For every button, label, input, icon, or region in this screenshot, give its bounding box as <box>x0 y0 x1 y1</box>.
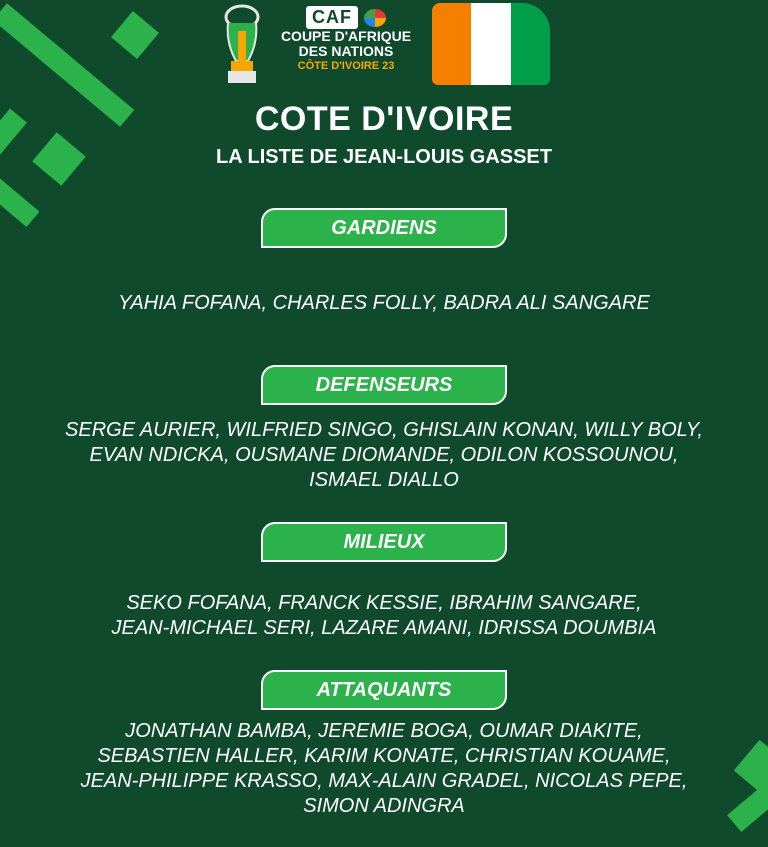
decor-bar-3 <box>0 173 39 227</box>
player-line: EVAN NDICKA, OUSMANE DIOMANDE, ODILON KOSSOUNOU, <box>89 444 679 466</box>
section-label-gardiens: GARDIENS <box>261 208 507 248</box>
player-line: SIMON ADINGRA <box>303 795 465 817</box>
host-line: CÔTE D'IVOIRE 23 <box>297 60 395 72</box>
header <box>0 0 768 100</box>
page-subtitle: LA LISTE DE JEAN-LOUIS GASSET <box>216 146 552 168</box>
caf-badge: CAF <box>306 6 358 29</box>
section-players-gardiens <box>40 291 728 316</box>
player-line: JONATHAN BAMBA, JEREMIE BOGA, OUMAR DIAKITE, <box>125 720 643 742</box>
flag-stripe-green <box>511 3 550 85</box>
player-line: SEKO FOFANA, FRANCK KESSIE, IBRAHIM SANGARE, <box>126 592 642 614</box>
cup-name-line1: COUPE D'AFRIQUE <box>280 28 412 44</box>
section-label-attaquants: ATTAQUANTS <box>261 670 507 710</box>
section-players-attaquants <box>40 719 728 819</box>
player-line: YAHIA FOFANA, CHARLES FOLLY, BADRA ALI SANGARE <box>118 292 650 314</box>
caf-logo <box>276 6 416 72</box>
player-line: JEAN-PHILIPPE KRASSO, MAX-ALAIN GRADEL, NICOLAS PEPE, <box>80 770 688 792</box>
player-line: JEAN-MICHAEL SERI, LAZARE AMANI, IDRISSA DOUMBIA <box>111 617 657 639</box>
sponsor-icon <box>364 9 386 27</box>
flag-stripe-white <box>471 3 510 85</box>
section-label-defenseurs: DEFENSEURS <box>261 365 507 405</box>
player-line: ISMAEL DIALLO <box>309 469 459 491</box>
trophy-icon <box>216 3 268 87</box>
page-title: COTE D'IVOIRE <box>254 100 514 138</box>
player-line: SEBASTIEN HALLER, KARIM KONATE, CHRISTIAN KOUAME, <box>97 745 671 767</box>
section-label-milieux: MILIEUX <box>261 522 507 562</box>
cup-name-line2: DES NATIONS <box>298 43 394 59</box>
player-line: SERGE AURIER, WILFRIED SINGO, GHISLAIN KONAN, WILLY BOLY, <box>65 419 703 441</box>
section-players-defenseurs <box>40 418 728 493</box>
decor-corner-2 <box>734 740 768 796</box>
ivory-coast-flag-icon <box>432 3 550 85</box>
flag-stripe-orange <box>432 3 471 85</box>
section-players-milieux <box>40 591 728 641</box>
